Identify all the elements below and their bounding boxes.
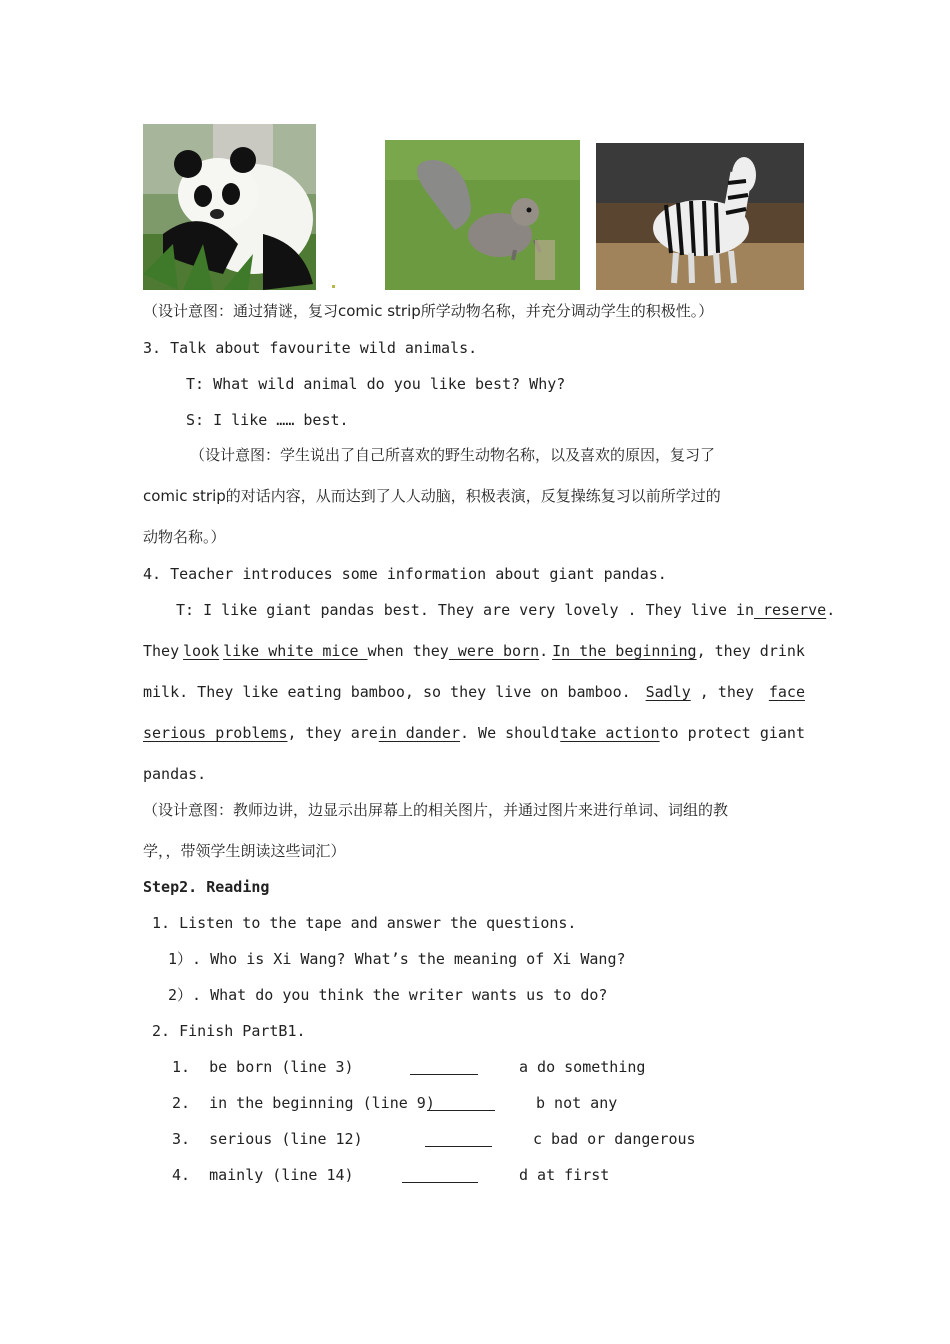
l2-when: when they [367,642,449,660]
design-note-1: （设计意图：通过猜谜，复习comic strip所学动物名称，并充分调动学生的积极性。） [143,302,714,320]
match-num: 2. [172,1094,191,1112]
word-face: face [768,683,805,701]
tiny-mark [332,285,335,288]
design-note-2-line2: 学，，带领学生朗读这些词汇） [143,842,346,860]
item4-para-line5: pandas. [143,765,207,783]
match-def-4: d at first [519,1166,610,1184]
match-blank-2[interactable] [427,1095,495,1111]
step2-q2: 2. Finish PartB1. [152,1022,306,1040]
phrase-in-dander: in dander [378,724,460,742]
match-row-2 [172,1093,435,1113]
phrase-take-action: take action [560,724,660,742]
item4-para-line2 [143,641,805,661]
item4-p1-end: . [826,601,836,619]
item4-p1-text: T: I like giant pandas best. They are very lovely . They live in [176,601,754,619]
phrase-in-the-beginning: In the beginning [552,642,697,660]
match-num: 1. [172,1058,191,1076]
match-row-3 [172,1129,363,1149]
item3-note-line2-text: comic strip的对话内容，从而达到了人人动脑，积极表演，反复操练复习以前所学过的 [143,487,721,505]
l2-in-group [552,641,805,661]
match-blank-4[interactable] [402,1167,478,1183]
match-term: serious (line 12) [209,1130,363,1148]
l3-b: , they [690,683,754,701]
match-def-1: a do something [519,1058,646,1076]
match-blank-3[interactable] [425,1131,492,1147]
l4-danger-group [379,723,560,743]
step2-q1a: 1）. Who is Xi Wang? What’s the meaning of Xi Wang? [168,950,626,968]
match-row-4 [172,1165,354,1185]
l2-rest: , they drink [696,642,805,660]
word-look: look [183,642,220,660]
match-term: mainly (line 14) [209,1166,354,1184]
word-reserve: reserve [753,601,827,619]
phrase-like-white-mice: like white mice [223,642,368,660]
item3-student-line: S: I like …… best. [186,411,349,429]
item3-note-line1: （设计意图：学生说出了自己所喜欢的野生动物名称，以及喜欢的原因，复习了 [190,446,716,464]
l4-c: to protect giant [660,724,805,742]
l4-b: . We should [460,724,560,742]
match-num: 3. [172,1130,191,1148]
panda-photo [143,124,316,290]
zebra-photo [596,143,804,290]
l4-a: , they are [287,724,378,742]
phrase-were-born: were born [448,642,540,660]
step2-q1b: 2）. What do you think the writer wants us to do? [168,986,608,1004]
design-note-2-line1: （设计意图：教师边讲，边显示出屏幕上的相关图片，并通过图片来进行单词、词组的教 [143,801,729,819]
item3-note-line3: 动物名称。） [143,528,226,546]
step2-heading: Step2. Reading [143,878,270,896]
phrase-serious-problems: serious problems [143,724,288,742]
l2-they: They [143,642,180,660]
word-sadly: Sadly [645,683,691,701]
match-term: be born (line 3) [209,1058,354,1076]
item4-para-line4 [143,723,805,743]
l4-serious-group [143,723,378,743]
step2-q1: 1. Listen to the tape and answer the questions. [152,914,577,932]
match-def-3: c bad or dangerous [533,1130,696,1148]
item3-note-line2 [143,485,721,506]
match-term: in the beginning (line 9) [209,1094,435,1112]
item4-title: 4. Teacher introduces some information about giant pandas. [143,565,667,583]
item3-title: 3. Talk about favourite wild animals. [143,339,478,357]
match-blank-1[interactable] [410,1059,478,1075]
l3-a: milk. They like eating bamboo, so they live on bamboo. [143,683,631,701]
l2-like-group [223,641,548,661]
match-num: 4. [172,1166,191,1184]
item4-para-line1 [176,600,835,620]
match-row-1 [172,1057,354,1077]
l3-sadly-group [646,682,754,702]
l2-dot: . [539,642,549,660]
item4-para-line3 [143,682,805,702]
item3-teacher-line: T: What wild animal do you like best? Why? [186,375,566,393]
squirrel-photo [385,140,580,290]
match-def-2: b not any [536,1094,618,1112]
